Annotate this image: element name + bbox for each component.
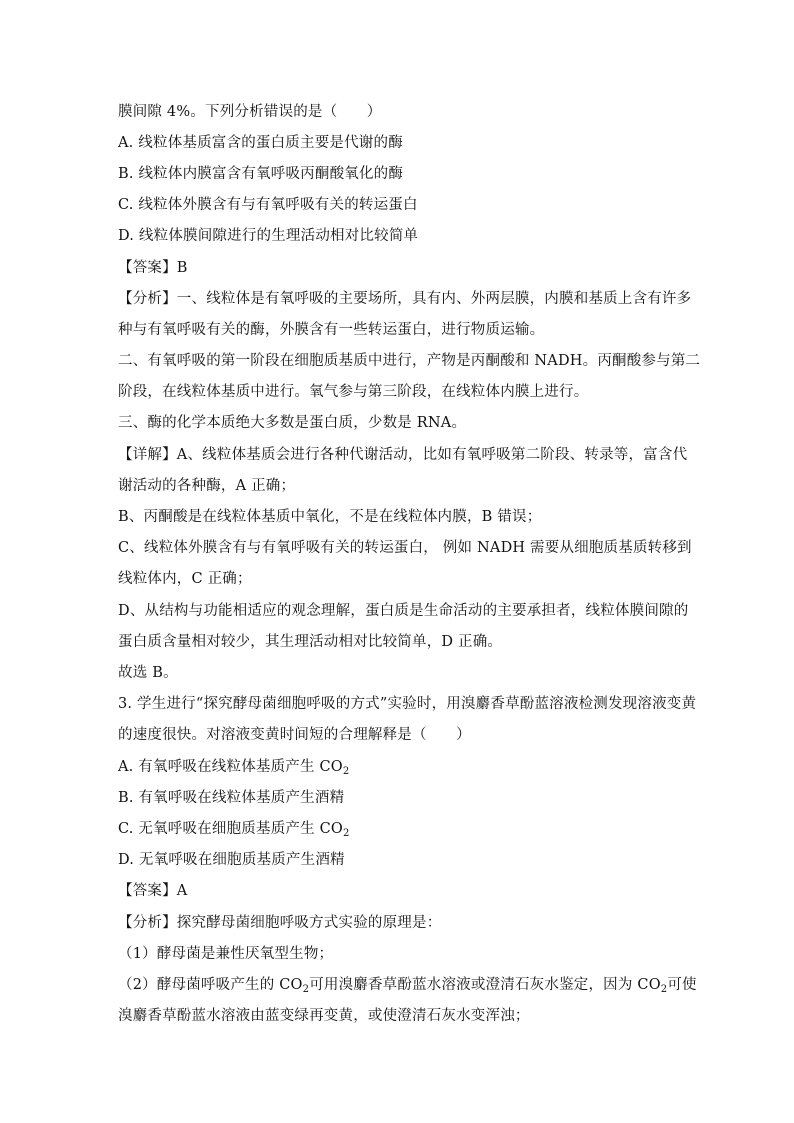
- option-c: C. 线粒体外膜含有与有氧呼吸有关的转运蛋白: [118, 197, 418, 213]
- detail-line: D、从结构与功能相适应的观念理解，蛋白质是生命活动的主要承担者，线粒体膜间隙的: [118, 603, 689, 619]
- analysis-point-1: （1）酵母菌是兼性厌氧型生物；: [118, 946, 334, 962]
- question-3-line: 的速度很快。对溶液变黄时间短的合理解释是（ ）: [118, 727, 471, 743]
- analysis-point-2: （2）酵母菌呼吸产生的 $CO_2$可用溴麝香草酚蓝水溶液或澄清石灰水鉴定，因为 $CO_2$可使: [118, 977, 697, 995]
- analysis-line: 种与有氧呼吸有关的酶，外膜含有一些转运蛋白，进行物质运输。: [118, 322, 545, 338]
- detail-line: 线粒体内，C 正确；: [118, 571, 252, 587]
- q3-option-d: D. 无氧呼吸在细胞质基质产生酒精: [118, 852, 345, 868]
- detail-line: B、丙酮酸是在线粒体基质中氧化，不是在线粒体内膜，B 错误；: [118, 509, 542, 525]
- detail-line: 谢活动的各种酶，A 正确；: [118, 478, 296, 494]
- conclusion-line: 故选 B。: [118, 665, 178, 681]
- text-line: 膜间隙 4%。下列分析错误的是（ ）: [118, 104, 382, 120]
- analysis-line: 阶段，在线粒体基质中进行。氧气参与第三阶段，在线粒体内膜上进行。: [118, 384, 589, 400]
- detail-line: 【详解】A、线粒体基质会进行各种代谢活动，比如有氧呼吸第二阶段、转录等，富含代: [118, 447, 688, 463]
- answer-label: 【答案】B: [118, 260, 188, 276]
- detail-line: 蛋白质含量相对较少，其生理活动相对比较简单，D 正确。: [118, 634, 503, 650]
- q3-option-c: C. 无氧呼吸在细胞质基质产生 $CO_2$: [118, 821, 350, 839]
- option-b: B. 线粒体内膜富含有氧呼吸丙酮酸氧化的酶: [118, 166, 404, 182]
- analysis-line: 【分析】一、线粒体是有氧呼吸的主要场所，具有内、外两层膜，内膜和基质上含有许多: [118, 291, 692, 307]
- answer-label: 【答案】A: [118, 883, 188, 899]
- question-3-line: 3. 学生进行“探究酵母菌细胞呼吸的方式”实验时，用溴麝香草酚蓝溶液检测发现溶液变黄: [118, 696, 697, 712]
- analysis-line: 三、酶的化学本质绝大多数是蛋白质，少数是 RNA。: [118, 415, 467, 431]
- detail-line: C、线粒体外膜含有与有氧呼吸有关的转运蛋白， 例如 NADH 需要从细胞质基质转移到: [118, 540, 692, 556]
- analysis-line: 【分析】探究酵母菌细胞呼吸方式实验的原理是：: [118, 915, 442, 931]
- option-a: A. 线粒体基质富含的蛋白质主要是代谢的酶: [118, 135, 403, 151]
- q3-option-b: B. 有氧呼吸在线粒体基质产生酒精: [118, 790, 345, 806]
- analysis-line: 二、有氧呼吸的第一阶段在细胞质基质中进行，产物是丙酮酸和 NADH。丙酮酸参与第二: [118, 353, 701, 369]
- q3-option-a: A. 有氧呼吸在线粒体基质产生 $CO_2$: [118, 759, 350, 777]
- analysis-point-2-cont: 溴麝香草酚蓝水溶液由蓝变绿再变黄，或使澄清石灰水变浑浊；: [118, 1008, 530, 1024]
- option-d: D. 线粒体膜间隙进行的生理活动相对比较简单: [118, 228, 419, 244]
